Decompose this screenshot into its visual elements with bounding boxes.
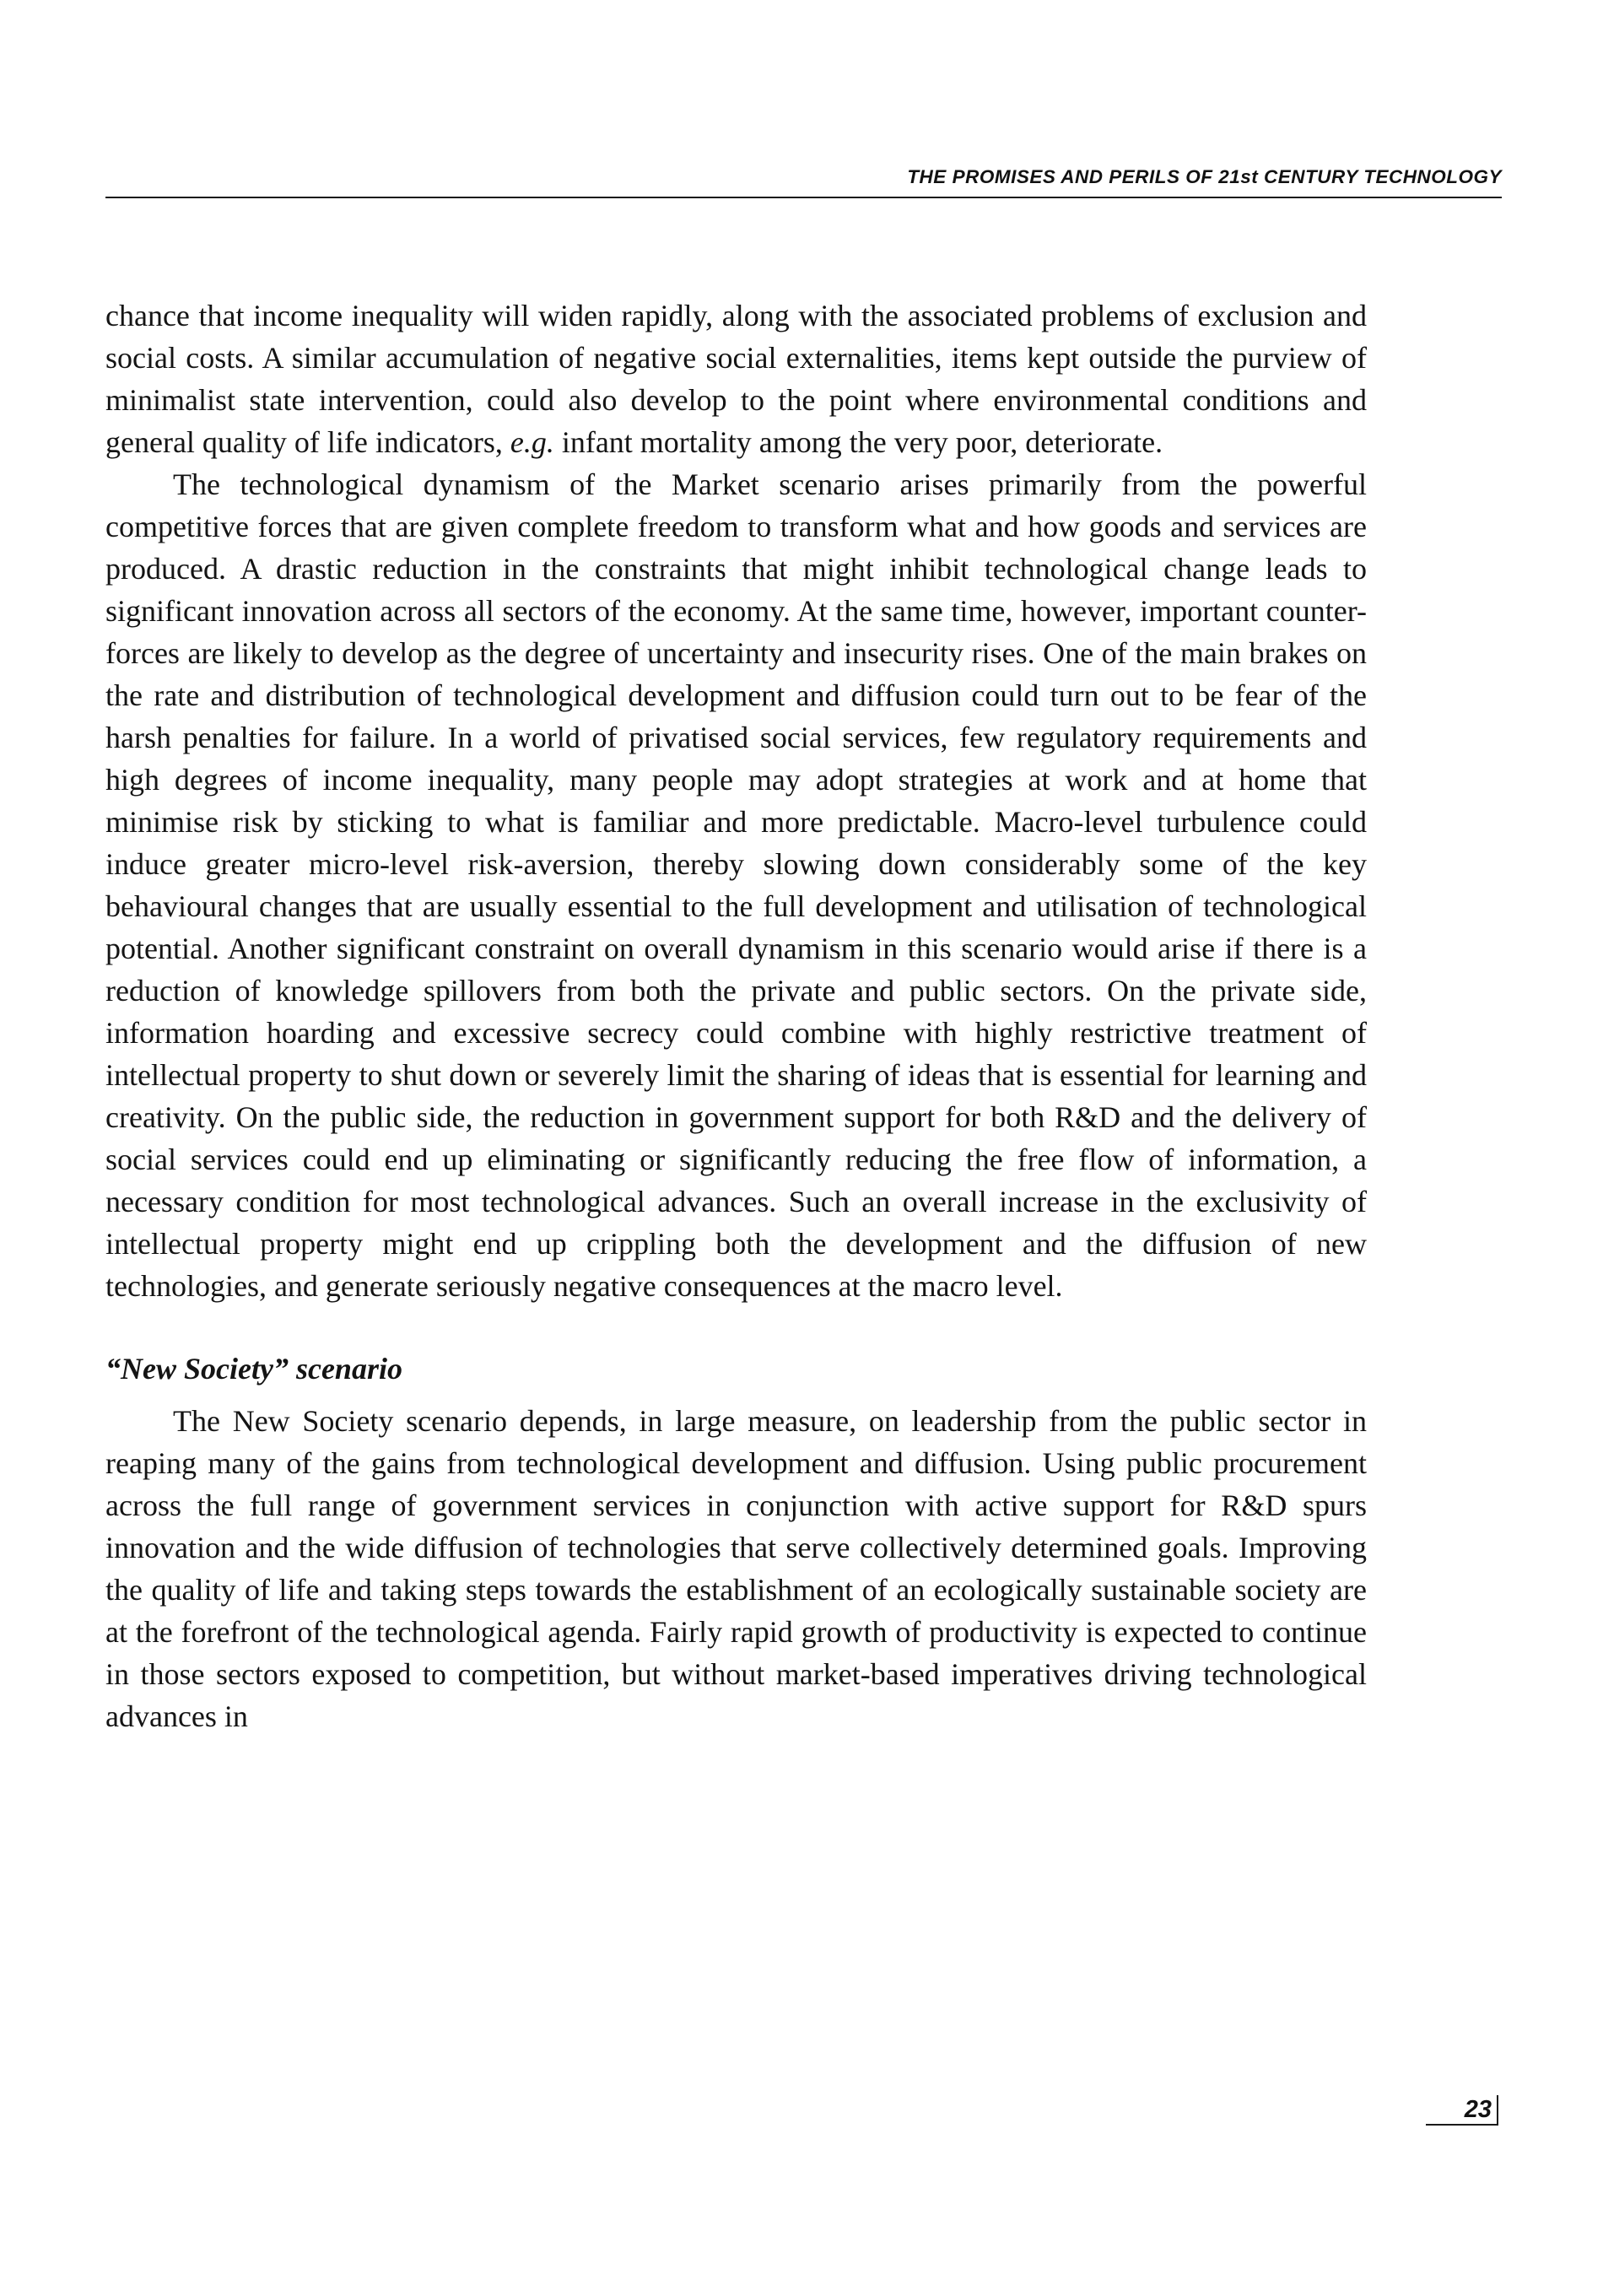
- section-heading: “New Society” scenario: [105, 1352, 402, 1386]
- paragraph-new-society: The New Society scenario depends, in large measure, on leadership from the public sector in reaping many of the gains from technological development and diffusion. Using public procurement across the full range of government services in conjunction with active support for R&D spurs innovation and the wide diffusion of technologies that serve collectively determined goals. Improving the quality of life and taking steps towards the establishment of an ecologically sustainable society are at the forefront of the technological agenda. Fairly rapid growth of productivity is expected to continue in those sectors exposed to competition, but without market-based imperatives driving technological advances in: [105, 1404, 1367, 1733]
- paragraph-1-text: chance that income inequality will widen rapidly, along with the associated problems of exclusion and social costs. A similar accumulation of negative social externalities, items kept outside the purview of minimalist state intervention, could also develop to the point where environmental conditions and general quality of life indicators,: [105, 299, 1367, 459]
- paragraph-market-dynamism: The technological dynamism of the Market scenario arises primarily from the powerful competitive forces that are given complete freedom to transform what and how goods and services are produced. A drastic reduction in the constraints that might inhibit technological change leads to significant innovation across all sectors of the economy. At the same time, however, important counter-forces are likely to develop as the degree of uncertainty and insecurity rises. One of the main brakes on the rate and distribution of technological development and diffusion could turn out to be fear of the harsh penalties for failure. In a world of privatised social services, few regulatory requirements and high degrees of income inequality, many people may adopt strategies at work and at home that minimise risk by sticking to what is familiar and more predictable. Macro-level turbulence could induce greater micro-level risk-aversion, thereby slowing down considerably some of the key behavioural changes that are usually essential to the full development and utilisation of technological potential. Another significant constraint on overall dynamism in this scenario would arise if there is a reduction of knowledge spillovers from both the private and public sectors. On the private side, information hoarding and excessive secrecy could combine with highly restrictive treatment of intellectual property to shut down or severely limit the sharing of ideas that is essential for learning and creativity. On the public side, the reduction in government support for both R&D and the delivery of social services could end up eliminating or significantly reducing the free flow of information, a necessary condition for most technological advances. Such an overall increase in the exclusivity of intellectual property might end up crippling both the development and the diffusion of new technologies, and generate seriously negative consequences at the macro level.: [105, 467, 1367, 1303]
- paragraph-1-eg: e.g.: [510, 425, 554, 459]
- header-rule: [105, 197, 1502, 198]
- main-text: [105, 294, 1367, 1737]
- page-number: 23: [1426, 2095, 1498, 2126]
- running-header: THE PROMISES AND PERILS OF 21st CENTURY TECHNOLOGY: [907, 166, 1502, 187]
- paragraph-continuation: [105, 294, 1367, 463]
- paragraph-1-end: infant mortality among the very poor, deteriorate.: [561, 425, 1163, 459]
